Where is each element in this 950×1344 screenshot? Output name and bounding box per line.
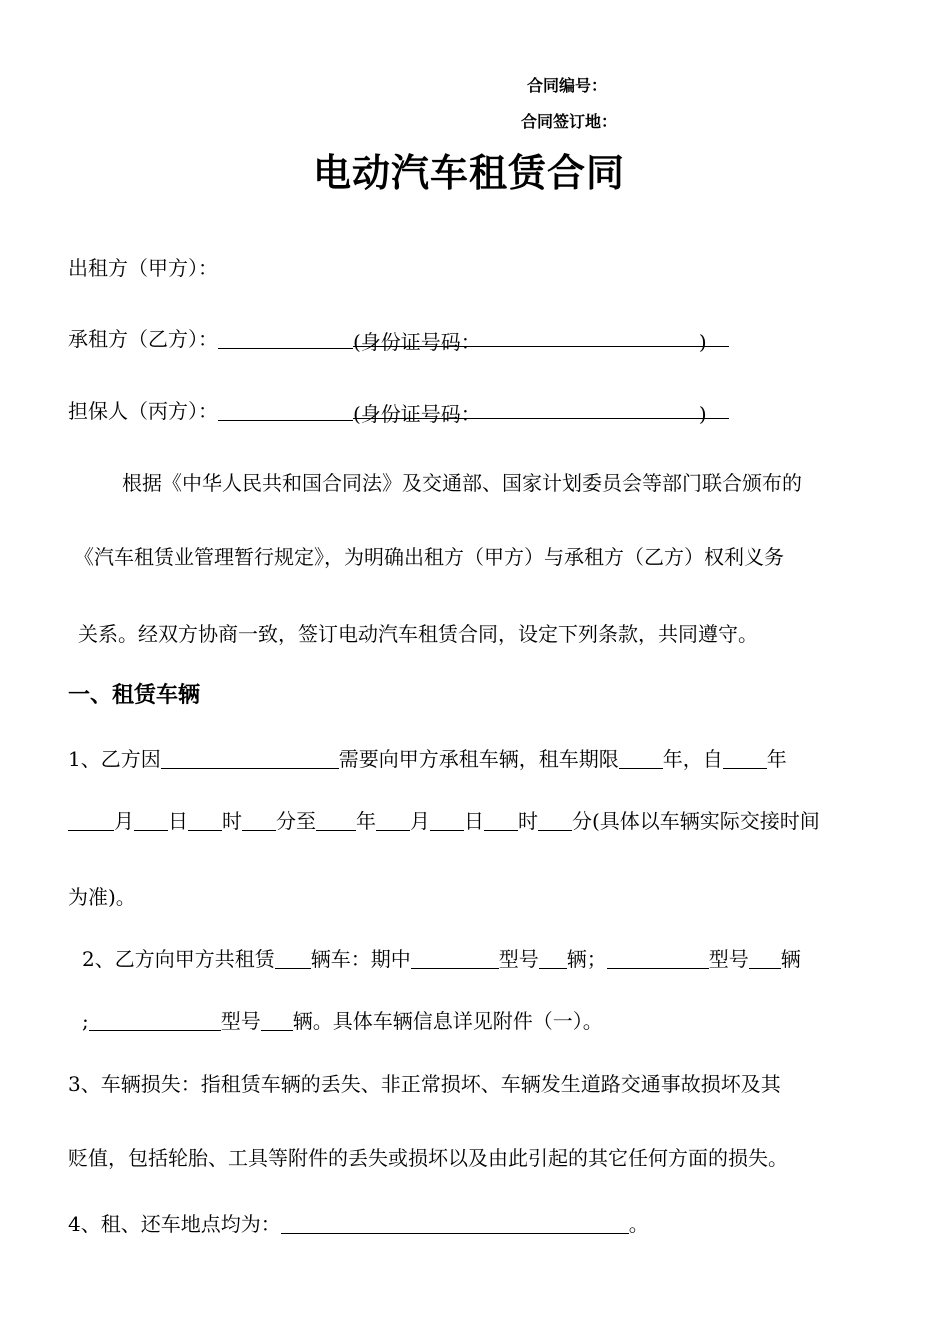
model-3-label: 型号	[220, 1009, 261, 1033]
day-label: 日	[168, 809, 188, 833]
clause-2-text-b: 辆车：期中	[310, 947, 411, 971]
lessee-id-close: )	[698, 330, 707, 354]
model-2-label: 型号	[708, 947, 749, 971]
contract-number-label: 合同编号：	[527, 76, 608, 95]
clause-1-text-b: 需要向甲方承租车辆，租车期限	[338, 747, 619, 771]
lessee-id-open: (身份证号码：	[353, 330, 481, 354]
lessee-id-blank[interactable]	[353, 326, 729, 354]
contract-place-label: 合同签订地：	[521, 112, 618, 131]
pickup-return-location-blank[interactable]	[281, 1213, 629, 1234]
preamble-line-1: 根据《中华人民共和国合同法》及交通部、国家计划委员会等部门联合颁布的	[122, 471, 802, 495]
clause-4-text: 4、租、还车地点均为：	[68, 1212, 281, 1236]
clause-2-text-end: 辆。具体车辆信息详见附件（一）。	[292, 1009, 603, 1033]
guarantor-name-blank[interactable]	[218, 400, 353, 421]
model-3-count-blank[interactable]	[261, 1010, 293, 1031]
model-1-count-blank[interactable]	[539, 948, 567, 969]
clause-4-period: 。	[628, 1212, 649, 1236]
clause-1-line-2	[68, 805, 820, 834]
clause-2-line-2	[82, 1005, 603, 1034]
clause-1-text-c: 年，自	[662, 747, 723, 771]
guarantor-id-close: )	[698, 402, 707, 426]
guarantor-id-open: (身份证号码：	[353, 402, 481, 426]
model-1-label: 型号	[498, 947, 539, 971]
clause-3-line-2: 贬值，包括轮胎、工具等附件的丢失或损坏以及由此引起的其它任何方面的损失。	[68, 1146, 788, 1170]
start-day-blank[interactable]	[134, 810, 168, 831]
start-year-blank[interactable]	[723, 748, 767, 769]
end-year-blank[interactable]	[316, 810, 356, 831]
preamble-line-2: 《汽车租赁业管理暂行规定》，为明确出租方（甲方）与承租方（乙方）权利义务	[74, 545, 784, 569]
clause-1-text-a: 1、乙方因	[68, 747, 161, 771]
guarantor-line	[68, 395, 729, 424]
lessor-label: 出租方（甲方）：	[68, 256, 218, 280]
end-minute-blank[interactable]	[538, 810, 572, 831]
end-day-blank[interactable]	[430, 810, 464, 831]
end-month-blank[interactable]	[376, 810, 410, 831]
hour-label: 时	[222, 809, 242, 833]
end-hour-blank[interactable]	[484, 810, 518, 831]
clause-2-line-1	[82, 943, 801, 972]
start-minute-blank[interactable]	[242, 810, 276, 831]
section-1-heading: 一、租赁车辆	[68, 683, 201, 708]
clause-1-text-d: 年	[766, 747, 787, 771]
clause-2-text-a: 2、乙方向甲方共租赁	[82, 947, 275, 971]
start-month-blank[interactable]	[68, 810, 114, 831]
clause-1-line-3: 为准)。	[68, 885, 136, 909]
hour-label-2: 时	[518, 809, 538, 833]
purpose-blank[interactable]	[161, 748, 339, 769]
model-2-blank[interactable]	[607, 948, 709, 969]
model-1-unit: 辆；	[566, 947, 607, 971]
start-hour-blank[interactable]	[188, 810, 222, 831]
model-3-blank[interactable]	[89, 1010, 221, 1031]
document-title: 电动汽车租赁合同	[313, 151, 626, 195]
total-vehicles-blank[interactable]	[275, 948, 311, 969]
guarantor-label: 担保人（丙方）：	[68, 399, 218, 423]
term-years-blank[interactable]	[619, 748, 663, 769]
clause-4-line	[68, 1208, 649, 1237]
lessee-line	[68, 323, 729, 352]
lessee-label: 承租方（乙方）：	[68, 327, 218, 351]
clause-3-line-1: 3、车辆损失：指租赁车辆的丢失、非正常损坏、车辆发生道路交通事故损坏及其	[68, 1072, 781, 1096]
model-2-unit: 辆	[780, 947, 801, 971]
clause-1-line-1	[68, 743, 787, 772]
year-label: 年	[356, 809, 376, 833]
day-label-2: 日	[464, 809, 484, 833]
lessee-name-blank[interactable]	[218, 328, 353, 349]
month-label: 月	[114, 809, 134, 833]
model-2-count-blank[interactable]	[749, 948, 781, 969]
guarantor-id-blank[interactable]	[353, 398, 729, 426]
minute-to-label: 分至	[276, 809, 316, 833]
minute-end-label: 分(具体以车辆实际交接时间	[572, 809, 820, 833]
clause-2-semicolon: ;	[82, 1009, 89, 1033]
preamble-line-3: 关系。经双方协商一致，签订电动汽车租赁合同，设定下列条款，共同遵守。	[78, 622, 758, 646]
model-1-blank[interactable]	[411, 948, 499, 969]
month-label-2: 月	[410, 809, 430, 833]
